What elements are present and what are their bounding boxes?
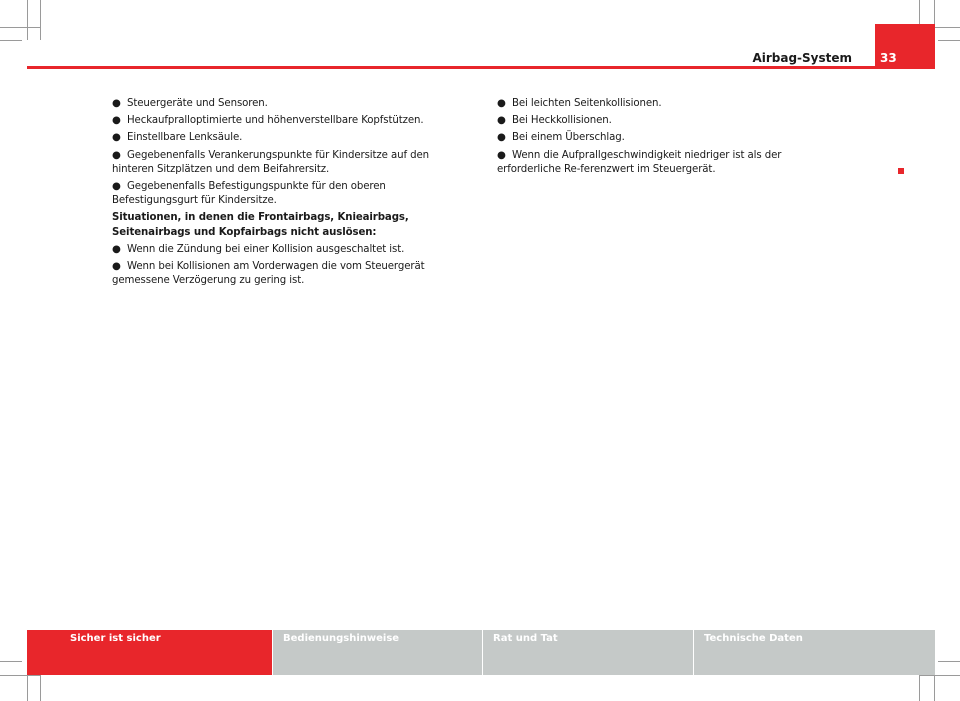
list-item <box>112 260 467 288</box>
page-number: 33 <box>880 51 897 65</box>
bullet-icon: ● <box>112 243 121 255</box>
crop-mark <box>919 675 920 701</box>
list-item <box>497 131 843 145</box>
bullet-icon: ● <box>497 115 506 127</box>
crop-mark <box>0 40 22 41</box>
list-item-text: Gegebenenfalls Befestigungspunkte für den oberen Befestigungsgurt für Kindersitze. <box>112 181 386 207</box>
list-item <box>497 149 843 177</box>
bullet-icon: ● <box>112 181 121 193</box>
section-heading: Situationen, in denen die Frontairbags, Knieairbags, Seitenairbags und Kopfairbags nicht auslösen: <box>112 212 409 238</box>
bullet-icon: ● <box>112 261 121 273</box>
crop-mark <box>938 661 960 662</box>
crop-mark <box>40 0 41 40</box>
list-item-text: Heckaufpralloptimierte und höhenverstellbare Kopfstützen. <box>127 115 424 127</box>
list-item <box>112 131 467 145</box>
list-item-text: Bei einem Überschlag. <box>512 132 625 144</box>
crop-mark <box>27 0 28 40</box>
section-end-icon <box>898 168 904 174</box>
left-column <box>112 97 467 291</box>
crop-mark <box>0 675 40 676</box>
bullet-icon: ● <box>497 98 506 109</box>
tab-label: Technische Daten <box>704 633 803 644</box>
list-item <box>112 149 467 177</box>
bullet-icon: ● <box>497 132 506 144</box>
bullet-icon: ● <box>112 132 121 144</box>
list-item-text: Wenn die Zündung bei einer Kollision ausgeschaltet ist. <box>127 243 405 255</box>
bullet-icon: ● <box>112 149 121 161</box>
crop-mark <box>938 40 960 41</box>
bullet-icon: ● <box>112 98 121 109</box>
tab-label: Rat und Tat <box>493 633 558 644</box>
list-item-text: Einstellbare Lenksäule. <box>127 132 243 144</box>
list-item <box>497 114 843 128</box>
header-rule <box>27 66 935 69</box>
list-item <box>112 180 467 208</box>
list-item-text: Bei leichten Seitenkollisionen. <box>512 98 662 109</box>
list-item <box>112 114 467 128</box>
list-item <box>112 243 467 257</box>
list-item-text: Gegebenenfalls Verankerungspunkte für Kindersitze auf den hinteren Sitzplätzen und dem Beifahrersitz. <box>112 149 430 175</box>
list-item-text: Wenn die Aufprallgeschwindigkeit niedriger ist als der erforderliche Re-ferenzwert im Steuergerät. <box>497 149 782 175</box>
bullet-icon: ● <box>112 115 121 127</box>
tab-sicher-ist-sicher[interactable] <box>27 630 272 675</box>
bullet-icon: ● <box>497 149 506 161</box>
crop-mark <box>0 27 40 28</box>
tab-rat-und-tat[interactable] <box>483 630 693 675</box>
crop-mark <box>40 675 41 701</box>
section-title: Airbag-System <box>752 51 852 65</box>
list-item <box>497 97 843 111</box>
tab-technische-daten[interactable] <box>694 630 935 675</box>
tab-label: Bedienungshinweise <box>283 633 400 644</box>
right-column <box>497 97 843 180</box>
tab-label: Sicher ist sicher <box>70 633 161 644</box>
tab-bedienungshinweise[interactable] <box>273 630 482 675</box>
list-item-text: Wenn bei Kollisionen am Vorderwagen die vom Steuergerät gemessene Verzögerung zu gering ist. <box>112 261 425 287</box>
list-item-text: Steuergeräte und Sensoren. <box>127 98 268 109</box>
list-item <box>112 97 467 111</box>
crop-mark <box>919 675 960 676</box>
crop-mark <box>0 661 22 662</box>
list-item-text: Bei Heckkollisionen. <box>512 115 612 127</box>
